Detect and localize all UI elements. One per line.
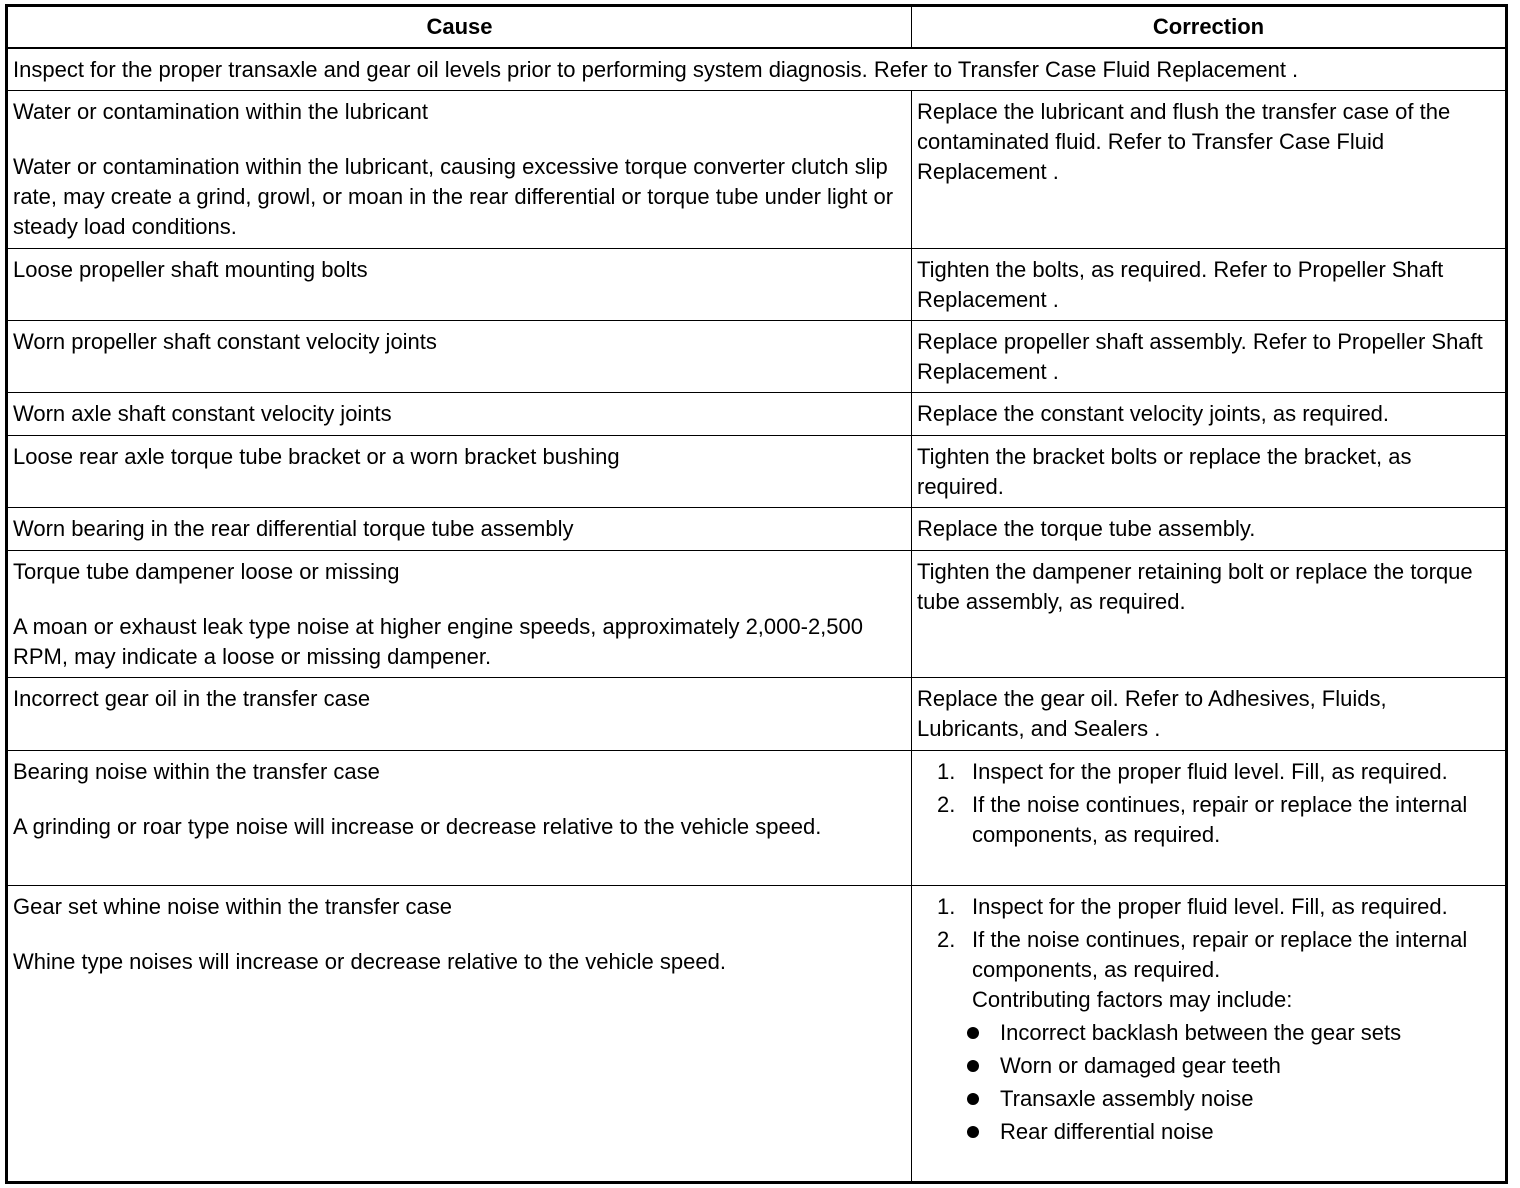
step-number: 1. xyxy=(937,758,956,784)
factor-item xyxy=(967,1117,1500,1147)
bullet-icon xyxy=(967,1126,979,1138)
table-row xyxy=(7,248,1507,320)
correction-cell xyxy=(912,507,1507,550)
table-row xyxy=(7,750,1507,885)
step-text: Inspect for the proper fluid level. Fill, as required. xyxy=(972,758,1448,784)
cause-cell xyxy=(7,885,912,1182)
table-row xyxy=(7,550,1507,677)
correction-cell xyxy=(912,248,1507,320)
correction-text: Replace the constant velocity joints, as required. xyxy=(917,400,1390,426)
step-number: 1. xyxy=(937,893,956,919)
diagnostic-table xyxy=(5,4,1508,1184)
table-row xyxy=(7,885,1507,1182)
cause-cell xyxy=(7,677,912,750)
cause-cell xyxy=(7,435,912,507)
correction-cell xyxy=(912,550,1507,677)
factor-text: Transaxle assembly noise xyxy=(1000,1085,1254,1111)
step-item xyxy=(937,790,1500,850)
factor-item xyxy=(967,1051,1500,1081)
table-row xyxy=(7,392,1507,435)
header-row xyxy=(7,6,1507,49)
step-item xyxy=(937,892,1500,922)
cause-cell xyxy=(7,248,912,320)
cause-text: Worn axle shaft constant velocity joints xyxy=(13,400,392,426)
correction-cell xyxy=(912,392,1507,435)
cause-header: Cause xyxy=(7,6,912,49)
correction-text: Replace the lubricant and flush the transfer case of the contaminated fluid. Refer to Transfer Case Fluid Replacement . xyxy=(917,98,1451,184)
table-row xyxy=(7,435,1507,507)
cause-text: Gear set whine noise within the transfer case xyxy=(13,893,453,919)
correction-cell xyxy=(912,885,1507,1182)
table-row xyxy=(7,507,1507,550)
bullet-icon xyxy=(967,1060,979,1072)
step-item xyxy=(937,925,1500,1015)
correction-cell xyxy=(912,320,1507,392)
cause-cell xyxy=(7,392,912,435)
cause-text: Loose rear axle torque tube bracket or a worn bracket bushing xyxy=(13,443,620,469)
step-item xyxy=(937,757,1500,787)
step-number: 2. xyxy=(937,791,956,817)
correction-cell xyxy=(912,677,1507,750)
intro-text: Inspect for the proper transaxle and gear oil levels prior to performing system diagnosis. Refer to Transfer Case Fluid Replacement . xyxy=(7,48,1507,90)
cause-text: A moan or exhaust leak type noise at higher engine speeds, approximately 2,000-2,500 RPM, may indicate a loose or missing dampener. xyxy=(13,613,863,669)
cause-text: Bearing noise within the transfer case xyxy=(13,758,380,784)
factors-list xyxy=(917,1018,1500,1147)
cause-text: A grinding or roar type noise will increase or decrease relative to the vehicle speed. xyxy=(13,813,822,839)
intro-row xyxy=(7,48,1507,90)
factor-item xyxy=(967,1018,1500,1048)
step-number: 2. xyxy=(937,926,956,952)
steps-list xyxy=(917,892,1500,1015)
step-note: Contributing factors may include: xyxy=(972,986,1293,1012)
correction-text: Tighten the bracket bolts or replace the bracket, as required. xyxy=(917,443,1412,499)
correction-header: Correction xyxy=(912,6,1507,49)
cause-cell xyxy=(7,550,912,677)
factor-text: Worn or damaged gear teeth xyxy=(1000,1052,1281,1078)
bullet-icon xyxy=(967,1093,979,1105)
step-text: Inspect for the proper fluid level. Fill, as required. xyxy=(972,893,1448,919)
cause-cell xyxy=(7,750,912,885)
cause-cell xyxy=(7,320,912,392)
factor-text: Rear differential noise xyxy=(1000,1118,1214,1144)
cause-text: Worn propeller shaft constant velocity joints xyxy=(13,328,437,354)
cause-cell xyxy=(7,507,912,550)
table-row xyxy=(7,90,1507,248)
cause-text: Torque tube dampener loose or missing xyxy=(13,558,400,584)
cause-text: Loose propeller shaft mounting bolts xyxy=(13,256,368,282)
cause-text: Worn bearing in the rear differential torque tube assembly xyxy=(13,515,574,541)
correction-text: Replace the gear oil. Refer to Adhesives, Fluids, Lubricants, and Sealers . xyxy=(917,685,1387,741)
step-text: If the noise continues, repair or replace the internal components, as required. xyxy=(972,791,1468,847)
correction-text: Tighten the bolts, as required. Refer to Propeller Shaft Replacement . xyxy=(917,256,1444,312)
cause-text: Whine type noises will increase or decrease relative to the vehicle speed. xyxy=(13,948,726,974)
correction-cell xyxy=(912,90,1507,248)
correction-text: Tighten the dampener retaining bolt or replace the torque tube assembly, as required. xyxy=(917,558,1473,614)
factor-text: Incorrect backlash between the gear sets xyxy=(1000,1019,1402,1045)
steps-list xyxy=(917,757,1500,850)
correction-text: Replace propeller shaft assembly. Refer to Propeller Shaft Replacement . xyxy=(917,328,1483,384)
cause-text: Water or contamination within the lubricant xyxy=(13,98,428,124)
correction-cell xyxy=(912,750,1507,885)
cause-text: Incorrect gear oil in the transfer case xyxy=(13,685,371,711)
table-row xyxy=(7,677,1507,750)
bullet-icon xyxy=(967,1027,979,1039)
correction-text: Replace the torque tube assembly. xyxy=(917,515,1256,541)
cause-text: Water or contamination within the lubricant, causing excessive torque converter clutch slip rate, may create a grind, growl, or moan in the rear differential or torque tube under light or steady load conditions. xyxy=(13,153,894,239)
cause-cell xyxy=(7,90,912,248)
table-row xyxy=(7,320,1507,392)
factor-item xyxy=(967,1084,1500,1114)
correction-cell xyxy=(912,435,1507,507)
step-text: If the noise continues, repair or replace the internal components, as required. xyxy=(972,926,1468,982)
